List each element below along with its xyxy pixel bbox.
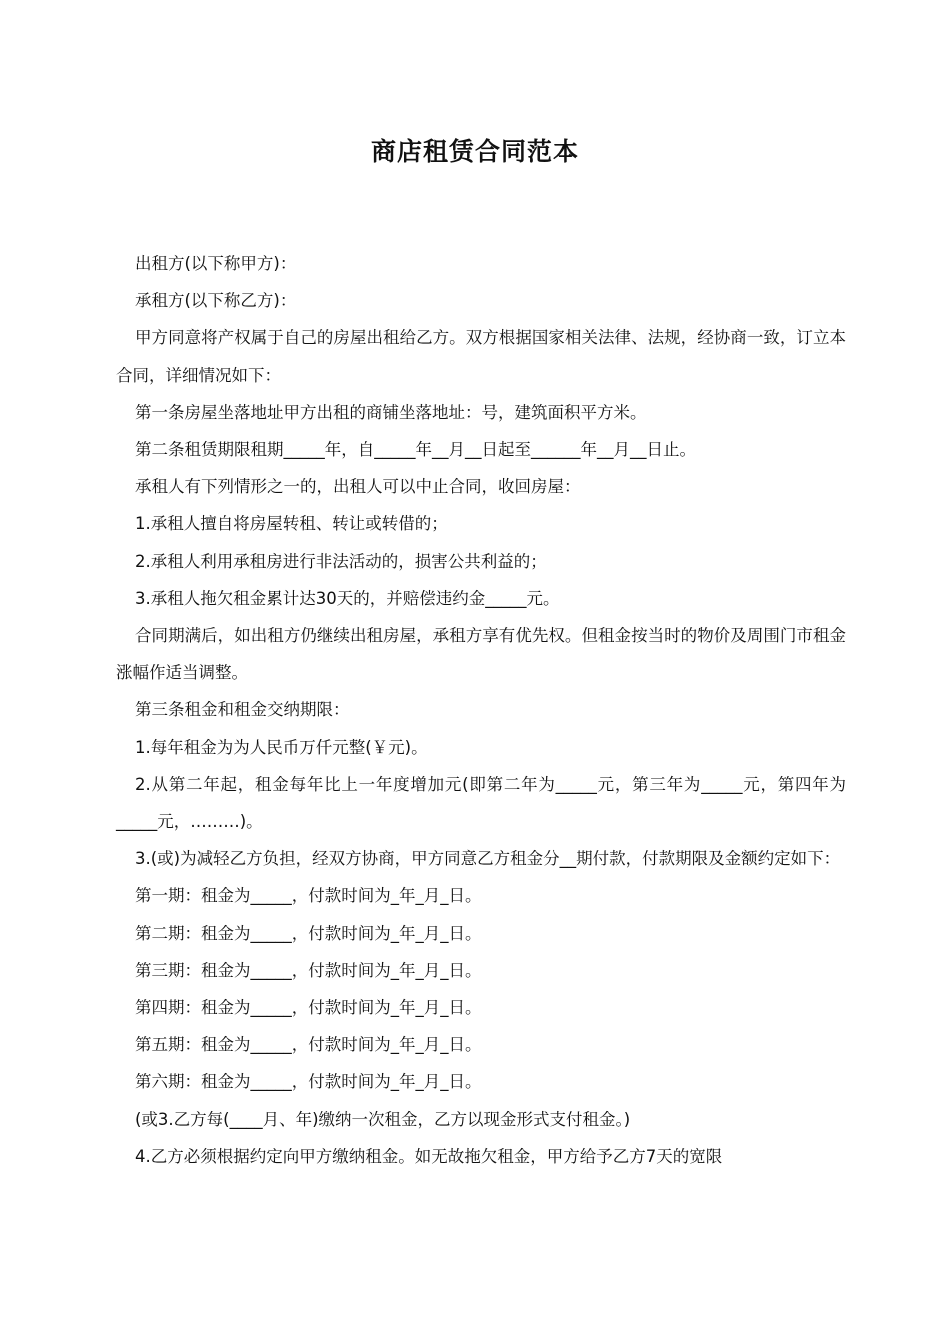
renewal-paragraph: 合同期满后，如出租方仍继续出租房屋，承租方享有优先权。但租金按当时的物价及周围门市租金涨幅作适当调整。 — [116, 626, 846, 683]
installment-5: 第五期：租金为_____，付款时间为_年_月_日。 — [135, 1035, 482, 1055]
rent-alternative-3: (或3.乙方每(____月、年)缴纳一次租金，乙方以现金形式支付租金。) — [135, 1109, 631, 1129]
installment-1: 第一期：租金为_____，付款时间为_年_月_日。 — [135, 886, 482, 906]
termination-intro: 承租人有下列情形之一的，出租人可以中止合同，收回房屋： — [135, 477, 581, 497]
rent-item-1: 1.每年租金为为人民币万仟元整(￥元)。 — [135, 737, 428, 757]
party-a-line: 出租方(以下称甲方)： — [135, 254, 297, 273]
document-body — [116, 245, 846, 1175]
termination-item-2: 2.承租人利用承租房进行非法活动的，损害公共利益的； — [135, 551, 547, 571]
intro-paragraph: 甲方同意将产权属于自己的房屋出租给乙方。双方根据国家相关法律、法规，经协商一致，订立本合同，详细情况如下： — [116, 328, 846, 385]
installment-4: 第四期：租金为_____，付款时间为_年_月_日。 — [135, 998, 482, 1018]
article-3-heading: 第三条租金和租金交纳期限： — [135, 700, 350, 720]
installment-3: 第三期：租金为_____，付款时间为_年_月_日。 — [135, 960, 482, 980]
termination-item-3: 3.承租人拖欠租金累计达30天的，并赔偿违约金_____元。 — [135, 588, 560, 608]
installment-6: 第六期：租金为_____，付款时间为_年_月_日。 — [135, 1072, 482, 1092]
article-2-paragraph: 第二条租赁期限租期_____年，自_____年__月__日起至______年__月__日止。 — [135, 440, 696, 460]
installment-2: 第二期：租金为_____，付款时间为_年_月_日。 — [135, 923, 482, 943]
rent-item-2: 2.从第二年起，租金每年比上一年度增加元(即第二年为_____元，第三年为_____元，第四年为_____元，………)。 — [116, 774, 846, 832]
document-title: 商店租赁合同范本 — [370, 137, 579, 166]
party-b-line: 承租方(以下称乙方)： — [135, 291, 297, 311]
article-1-paragraph: 第一条房屋坐落地址甲方出租的商铺坐落地址：号，建筑面积平方米。 — [135, 402, 647, 422]
rent-item-3: 3.(或)为减轻乙方负担，经双方协商，甲方同意乙方租金分__期付款，付款期限及金额约定如下： — [135, 849, 841, 869]
rent-item-4: 4.乙方必须根据约定向甲方缴纳租金。如无故拖欠租金，甲方给予乙方7天的宽限 — [135, 1146, 723, 1166]
termination-item-1: 1.承租人擅自将房屋转租、转让或转借的； — [135, 514, 448, 534]
